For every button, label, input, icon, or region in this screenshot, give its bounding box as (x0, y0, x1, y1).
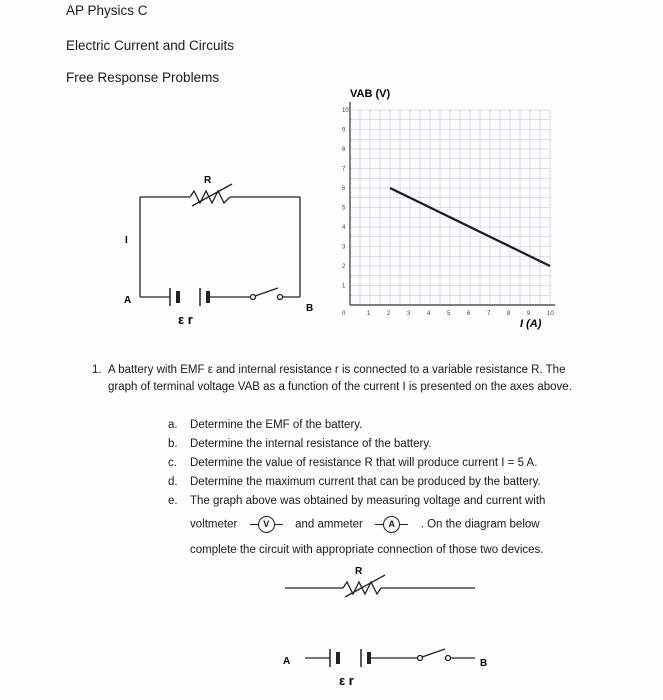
graph-grid (350, 110, 550, 305)
part-text: Determine the value of resistance R that will produce current I = 5 A. (190, 457, 538, 469)
x-tick-label: 4 (427, 311, 431, 317)
y-tick-label: 2 (342, 264, 346, 270)
ammeter-text: and ammeter (295, 518, 363, 531)
x-tick-label: 8 (507, 311, 511, 317)
top-terminal-b: B (306, 303, 314, 314)
ammeter-icon: A (383, 516, 400, 533)
vab-vs-current-graph (330, 82, 570, 332)
y-tick-label: 8 (342, 147, 346, 153)
question-text: A battery with EMF ε and internal resistance r is connected to a variable resistance R. The graph of terminal voltage VAB as a function of the current I is presented on the axes above. (108, 364, 572, 393)
complete-circuit-text: complete the circuit with appropriate connection of those two devices. (190, 544, 544, 556)
y-tick-label: 6 (342, 186, 346, 192)
part-c (168, 454, 608, 473)
part-text: Determine the internal resistance of the battery. (190, 438, 432, 450)
meter-line (190, 516, 540, 533)
part-e (168, 492, 608, 511)
voltmeter-text: voltmeter (190, 518, 238, 531)
y-tick-label: 1 (342, 283, 346, 290)
x-axis-label: I (A) (520, 318, 542, 330)
bottom-resistor-label: R (355, 566, 363, 577)
y-tick-label: 10 (342, 108, 349, 114)
question-number: 1. (92, 364, 102, 376)
y-tick-label: 3 (342, 244, 346, 251)
topic-title: Electric Current and Circuits (66, 38, 235, 53)
x-tick-label: 6 (467, 311, 471, 317)
course-title: AP Physics C (66, 3, 148, 18)
bottom-emf-label: ε r (339, 673, 354, 688)
x-tick-label: 1 (367, 311, 371, 317)
top-terminal-a: A (124, 295, 132, 306)
y-tick-label: 7 (342, 166, 346, 173)
part-letter: c. (168, 457, 177, 469)
voltmeter-icon: V (258, 516, 275, 533)
part-text: Determine the EMF of the battery. (190, 419, 363, 431)
top-circuit-diagram (120, 170, 330, 340)
x-tick-label: 5 (447, 311, 451, 317)
y-tick-label: 5 (342, 205, 346, 212)
part-d (168, 473, 608, 492)
part-text: Determine the maximum current that can be produced by the battery. (190, 476, 541, 488)
diagram-text: . On the diagram below (420, 518, 540, 531)
part-letter: a. (168, 419, 178, 431)
x-tick-label: 9 (527, 311, 531, 317)
bottom-circuit-diagram (275, 560, 505, 690)
resistor-symbol (190, 191, 230, 203)
x-tick-label: 10 (547, 311, 554, 317)
x-tick-label: 3 (407, 311, 411, 317)
top-current-label: I (125, 235, 128, 246)
question-1 (92, 362, 592, 396)
part-text: The graph above was obtained by measuring voltage and current with (190, 495, 546, 507)
part-a (168, 416, 608, 435)
y-tick-label: 9 (342, 127, 346, 134)
origin-label: 0 (342, 311, 346, 317)
part-letter: b. (168, 438, 178, 450)
x-tick-label: 2 (387, 311, 391, 317)
y-axis-label: VAB (V) (350, 88, 391, 100)
bottom-terminal-a: A (283, 656, 291, 667)
bottom-terminal-b: B (480, 658, 488, 669)
question-parts (168, 416, 608, 511)
part-letter: e. (168, 495, 178, 507)
part-b (168, 435, 608, 454)
y-tick-label: 4 (342, 225, 346, 231)
top-emf-label: ε r (178, 312, 193, 327)
section-title: Free Response Problems (66, 70, 220, 85)
x-tick-label: 7 (487, 311, 491, 317)
top-resistor-label: R (204, 175, 212, 186)
part-letter: d. (168, 476, 178, 488)
